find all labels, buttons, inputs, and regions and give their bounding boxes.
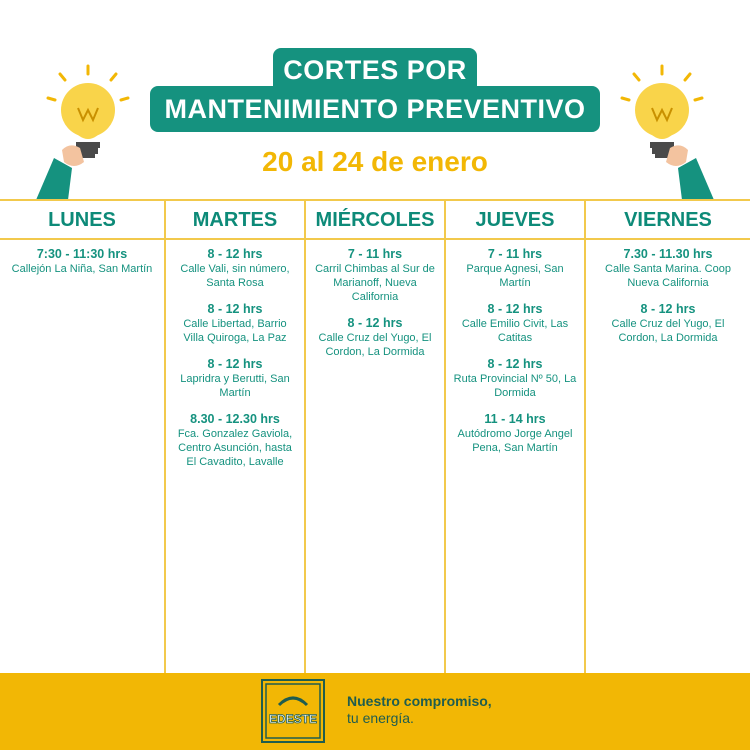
outage-time: 8 - 12 hrs <box>207 302 263 316</box>
outage-entry <box>166 412 304 469</box>
outage-time: 11 - 14 hrs <box>484 412 546 426</box>
outage-location: Ruta Provincial Nº 50, La Dormida <box>453 373 577 399</box>
title-line-1: CORTES POR <box>273 48 477 92</box>
outage-location: Calle Santa Marina. Coop Nueva California <box>605 263 731 289</box>
outage-time: 8 - 12 hrs <box>487 302 543 316</box>
outage-entry <box>166 247 304 290</box>
outage-time: 7:30 - 11:30 hrs <box>36 247 128 261</box>
outage-time: 7.30 - 11.30 hrs <box>623 247 713 261</box>
slogan <box>347 693 492 727</box>
outage-entry <box>586 247 750 290</box>
day-header: MIÉRCOLES <box>315 209 435 231</box>
slogan-line-2: tu energía. <box>347 710 414 726</box>
outage-entry <box>166 357 304 400</box>
outage-time: 8 - 12 hrs <box>207 247 263 261</box>
day-header: VIERNES <box>624 209 712 231</box>
outage-location: Parque Agnesi, San Martín <box>466 263 564 289</box>
day-header: JUEVES <box>475 209 555 231</box>
outage-location: Calle Vali, sin número, Santa Rosa <box>180 263 290 289</box>
day-column-wednesday <box>306 199 444 673</box>
outage-entry <box>446 357 584 400</box>
outage-time: 8.30 - 12.30 hrs <box>190 412 280 426</box>
lightbulb-hand-left-icon <box>10 58 145 200</box>
outage-location: Calle Libertad, Barrio Villa Quiroga, La Paz <box>183 318 287 344</box>
outage-time: 8 - 12 hrs <box>487 357 543 371</box>
outage-location: Calle Cruz del Yugo, El Cordon, La Dormida <box>611 318 725 344</box>
outage-time: 8 - 12 hrs <box>640 302 696 316</box>
outage-location: Calle Cruz del Yugo, El Cordon, La Dormida <box>318 332 432 358</box>
outage-location: Lapridra y Berutti, San Martín <box>180 373 290 399</box>
schedule-table <box>0 199 750 673</box>
outage-entry <box>446 247 584 290</box>
day-column-thursday <box>446 199 584 673</box>
day-column-monday <box>0 199 164 673</box>
outage-entry <box>166 302 304 345</box>
day-header: MARTES <box>192 209 278 231</box>
day-column-friday <box>586 199 750 673</box>
outage-entry <box>446 412 584 455</box>
outage-location: Autódromo Jorge Angel Pena, San Martín <box>457 428 573 454</box>
date-range: 20 al 24 de enero <box>262 146 488 177</box>
footer-bar <box>0 673 750 750</box>
outage-entry <box>0 247 164 276</box>
outage-time: 7 - 11 hrs <box>347 247 403 261</box>
outage-location: Callejón La Niña, San Martín <box>11 263 153 275</box>
outage-time: 7 - 11 hrs <box>487 247 543 261</box>
outage-time: 8 - 12 hrs <box>207 357 263 371</box>
outage-location: Carril Chimbas al Sur de Marianoff, Nueva California <box>315 263 435 303</box>
day-header: LUNES <box>48 209 116 231</box>
logo-text: EDESTE <box>268 712 318 726</box>
day-column-tuesday <box>166 199 304 673</box>
lightbulb-hand-right-icon <box>605 58 740 200</box>
outage-location: Fca. Gonzalez Gaviola, Centro Asunción, hasta El Cavadito, Lavalle <box>177 428 293 468</box>
outage-entry <box>306 316 444 359</box>
title-line-2: MANTENIMIENTO PREVENTIVO <box>150 86 600 132</box>
edeste-logo <box>261 679 325 743</box>
outage-location: Calle Emilio Civit, Las Catitas <box>461 318 569 344</box>
outage-entry <box>306 247 444 304</box>
slogan-line-1: Nuestro compromiso, <box>347 693 492 709</box>
outage-entry <box>446 302 584 345</box>
outage-time: 8 - 12 hrs <box>347 316 403 330</box>
outage-entry <box>586 302 750 345</box>
